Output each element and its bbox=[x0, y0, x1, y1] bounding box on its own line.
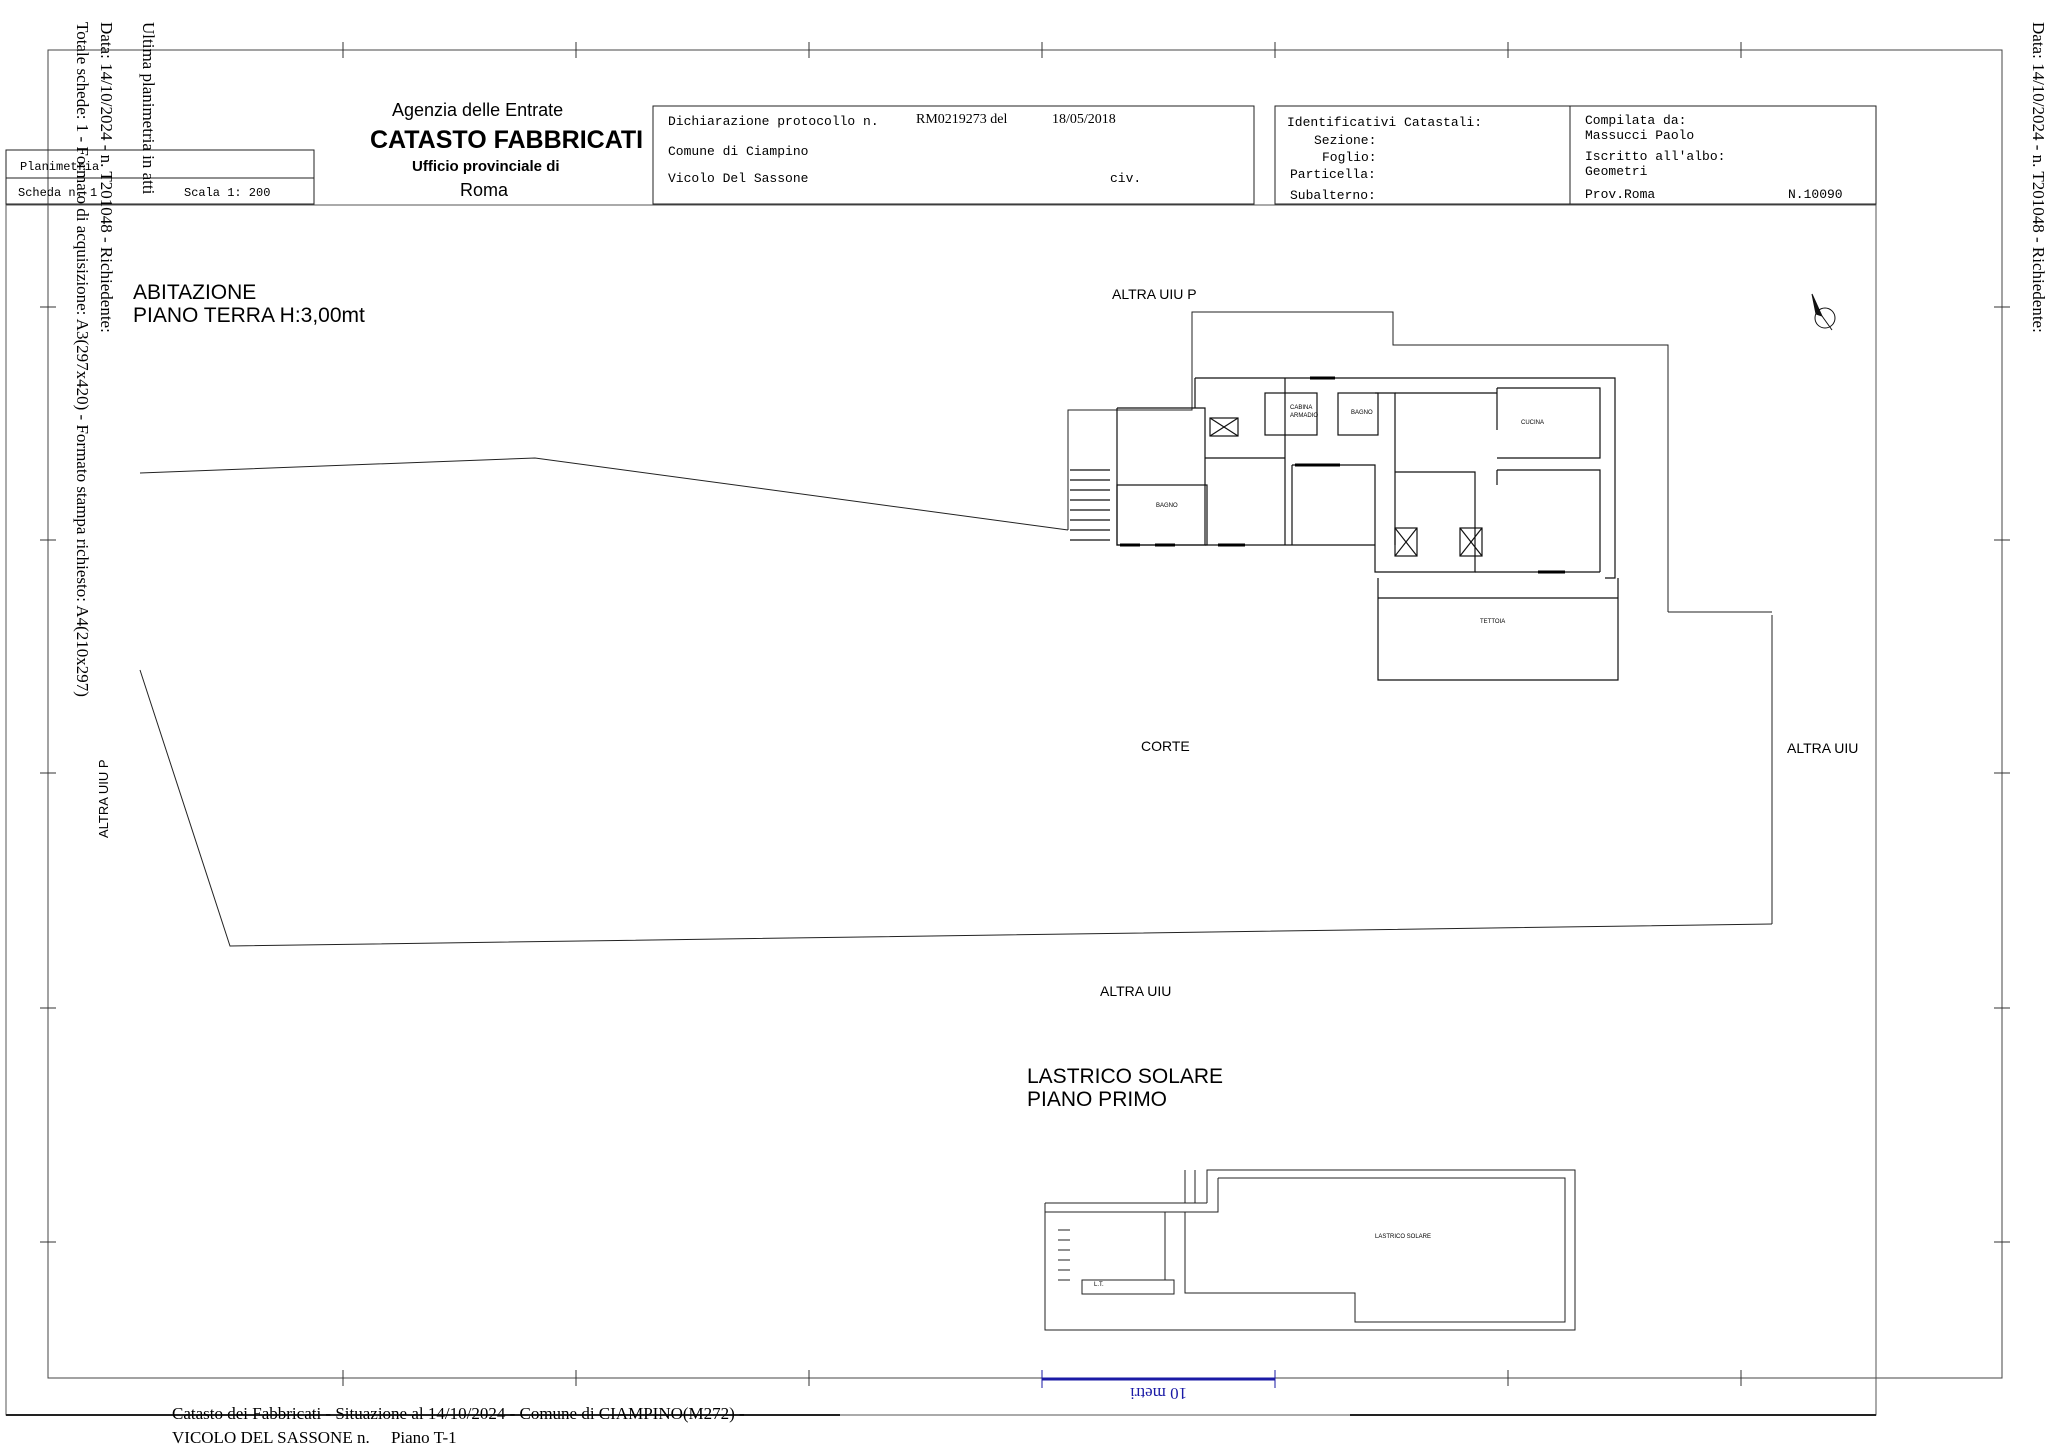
plot-outline bbox=[140, 312, 1772, 946]
lastrico-title-line2: PIANO PRIMO bbox=[1027, 1088, 1168, 1111]
albo-label: Iscritto all'albo: bbox=[1585, 149, 1726, 164]
plan-title-line1: ABITAZIONE bbox=[133, 281, 257, 304]
protocol-date: 18/05/2018 bbox=[1052, 112, 1116, 127]
room-bagno-left: BAGNO bbox=[1156, 503, 1178, 509]
room-cabina: CABINA bbox=[1290, 405, 1313, 411]
scale-bar-label: 10 metri bbox=[1130, 1384, 1188, 1403]
ufficio-label: Ufficio provinciale di bbox=[412, 158, 560, 175]
north-arrow-icon bbox=[1812, 294, 1835, 330]
side-note-format: Totale schede: 1 - Formato di acquisizione: A3(297x420) - Formato stampa richiesto: A4(210x297) bbox=[73, 22, 92, 697]
footer-line1: Catasto dei Fabbricati - Situazione al 14/10/2024 - Comune di CIAMPINO(M272) - bbox=[172, 1404, 745, 1423]
side-note-date-right: Data: 14/10/2024 - n. T201048 - Richiedente: bbox=[2029, 22, 2048, 333]
catasto-title: CATASTO FABBRICATI bbox=[370, 126, 644, 154]
compiler-province: Prov.Roma bbox=[1585, 187, 1656, 202]
inner-frame bbox=[6, 205, 1876, 1415]
sezione-label: Sezione: bbox=[1314, 133, 1377, 148]
altra-uiu-bottom: ALTRA UIU bbox=[1100, 983, 1172, 999]
corte-label: CORTE bbox=[1141, 738, 1190, 754]
room-cucina: CUCINA bbox=[1521, 420, 1545, 426]
window-marks bbox=[1120, 378, 1565, 572]
lastrico-outline bbox=[1045, 1170, 1575, 1330]
identifiers-title: Identificativi Catastali: bbox=[1287, 115, 1483, 130]
subalterno-label: Subalterno: bbox=[1290, 188, 1376, 203]
albo-value: Geometri bbox=[1585, 164, 1648, 179]
altra-uiu-left: ALTRA UIU P bbox=[96, 759, 111, 838]
comune-label: Comune di Ciampino bbox=[668, 144, 809, 159]
side-note-date-left: Data: 14/10/2024 - n. T201048 - Richiedente: bbox=[97, 22, 116, 333]
plan-title-line2: PIANO TERRA H:3,00mt bbox=[133, 304, 365, 327]
room-armadio: ARMADIO bbox=[1290, 413, 1319, 419]
altra-uiu-right: ALTRA UIU bbox=[1787, 740, 1859, 756]
civ-label: civ. bbox=[1110, 171, 1142, 186]
agency-name: Agenzia delle Entrate bbox=[392, 100, 564, 120]
protocol-number: RM0219273 del bbox=[916, 112, 1008, 127]
scale-label: Scala 1: 200 bbox=[184, 186, 271, 200]
compiler-label: Compilata da: bbox=[1585, 113, 1687, 128]
ufficio-city: Roma bbox=[460, 180, 509, 200]
frame-ticks bbox=[40, 42, 2010, 1386]
scheda-label: Scheda n. 1 bbox=[18, 186, 98, 200]
altra-uiu-top: ALTRA UIU P bbox=[1112, 286, 1197, 302]
particella-label: Particella: bbox=[1290, 167, 1376, 182]
room-tettoia: TETTOIA bbox=[1480, 619, 1506, 625]
footer-line2: VICOLO DEL SASSONE n. Piano T-1 bbox=[172, 1428, 457, 1447]
lastrico-room-label: LASTRICO SOLARE bbox=[1375, 1234, 1432, 1240]
protocol-label: Dichiarazione protocollo n. bbox=[668, 114, 879, 129]
planimetria-label: Planimetria bbox=[20, 160, 100, 174]
lastrico-title-line1: LASTRICO SOLARE bbox=[1027, 1065, 1224, 1088]
address-label: Vicolo Del Sassone bbox=[668, 171, 809, 186]
compiler-number: N.10090 bbox=[1788, 187, 1843, 202]
compiler-name: Massucci Paolo bbox=[1585, 128, 1695, 143]
side-note-last-plan: Ultima planimetria in atti bbox=[139, 22, 158, 195]
room-bagno-upper: BAGNO bbox=[1351, 410, 1373, 416]
lt-label: L.T. bbox=[1094, 1282, 1104, 1288]
outer-frame bbox=[48, 50, 2002, 1378]
foglio-label: Foglio: bbox=[1322, 150, 1377, 165]
